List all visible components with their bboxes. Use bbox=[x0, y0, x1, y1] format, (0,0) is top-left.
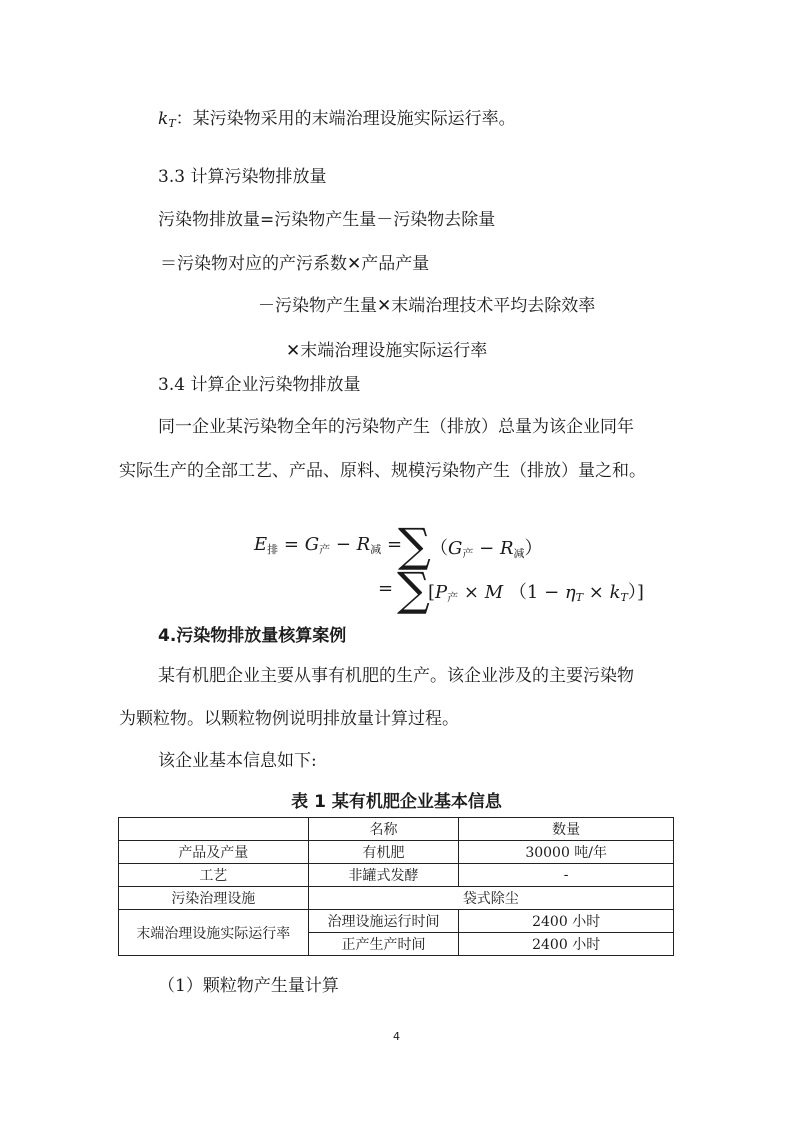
table-cell: 治理设施运行时间 bbox=[308, 910, 459, 933]
table-cell: 末端治理设施实际运行率 bbox=[119, 910, 309, 956]
formula-line-2-term: [$P_产 \times M$ $(1 - \eta_T \times k_T)$] bbox=[428, 582, 644, 604]
table-cell: 产品及产量 bbox=[119, 841, 309, 864]
summation-symbol-1: ∑ bbox=[398, 518, 431, 572]
table-cell: 袋式除尘 bbox=[308, 887, 673, 910]
case-paragraph-line-1: 某有机肥企业主要从事有机肥的生产。该企业涉及的主要污染物 bbox=[158, 666, 634, 686]
kt-definition: $k_T$：某污染物采用的末端治理设施实际运行率。 bbox=[158, 109, 516, 130]
table-cell: 有机肥 bbox=[308, 841, 459, 864]
equation-line-4: ✕末端治理设施实际运行率 bbox=[286, 341, 488, 361]
summation-symbol-2: ∑ bbox=[397, 562, 430, 616]
table-cell: 2400 小时 bbox=[459, 933, 674, 956]
table-cell: 工艺 bbox=[119, 864, 309, 887]
table-header-cell: 名称 bbox=[308, 818, 459, 841]
table-header-cell: 数量 bbox=[459, 818, 674, 841]
paragraph-line-2: 实际生产的全部工艺、产品、原料、规模污染物产生（排放）量之和。 bbox=[119, 461, 646, 481]
section-heading-3-3: 3.3 计算污染物排放量 bbox=[158, 167, 327, 187]
section-heading-4: 4.污染物排放量核算案例 bbox=[158, 626, 347, 646]
page-number: 4 bbox=[393, 1030, 400, 1043]
section-heading-3-4: 3.4 计算企业污染物排放量 bbox=[158, 375, 361, 395]
table-cell bbox=[119, 818, 309, 841]
table-cell: 污染治理设施 bbox=[119, 887, 309, 910]
table-row bbox=[119, 864, 674, 887]
formula-line-1-sum-term: $(G_产 - R_减)$ bbox=[430, 538, 543, 560]
table-row bbox=[119, 910, 674, 933]
case-paragraph-line-2: 为颗粒物。以颗粒物例说明排放量计算过程。 bbox=[119, 709, 459, 729]
table-cell: 30000 吨/年 bbox=[459, 841, 674, 864]
table-cell: 正产生产时间 bbox=[308, 933, 459, 956]
enterprise-info-table bbox=[118, 817, 674, 956]
table-row bbox=[119, 841, 674, 864]
equation-line-2: ＝污染物对应的产污系数✕产品产量 bbox=[160, 254, 430, 274]
subsection-1: （1）颗粒物产生量计算 bbox=[158, 976, 339, 996]
table-header-row bbox=[119, 818, 674, 841]
equation-line-3: －污染物产生量✕末端治理技术平均去除效率 bbox=[258, 296, 596, 316]
paragraph-line-1: 同一企业某污染物全年的污染物产生（排放）总量为该企业同年 bbox=[158, 417, 634, 437]
table-cell: 非罐式发酵 bbox=[308, 864, 459, 887]
formula-line-1: $E_排 = G_产 - R_减$ = bbox=[254, 534, 403, 556]
table-cell: - bbox=[459, 864, 674, 887]
table-row bbox=[119, 887, 674, 910]
table-caption: 表 1 某有机肥企业基本信息 bbox=[291, 792, 502, 812]
equation-line-1: 污染物排放量=污染物产生量－污染物去除量 bbox=[158, 210, 496, 230]
table-cell: 2400 小时 bbox=[459, 910, 674, 933]
case-paragraph-line-3: 该企业基本信息如下: bbox=[158, 751, 317, 771]
formula-line-2-eq: = bbox=[378, 578, 394, 599]
